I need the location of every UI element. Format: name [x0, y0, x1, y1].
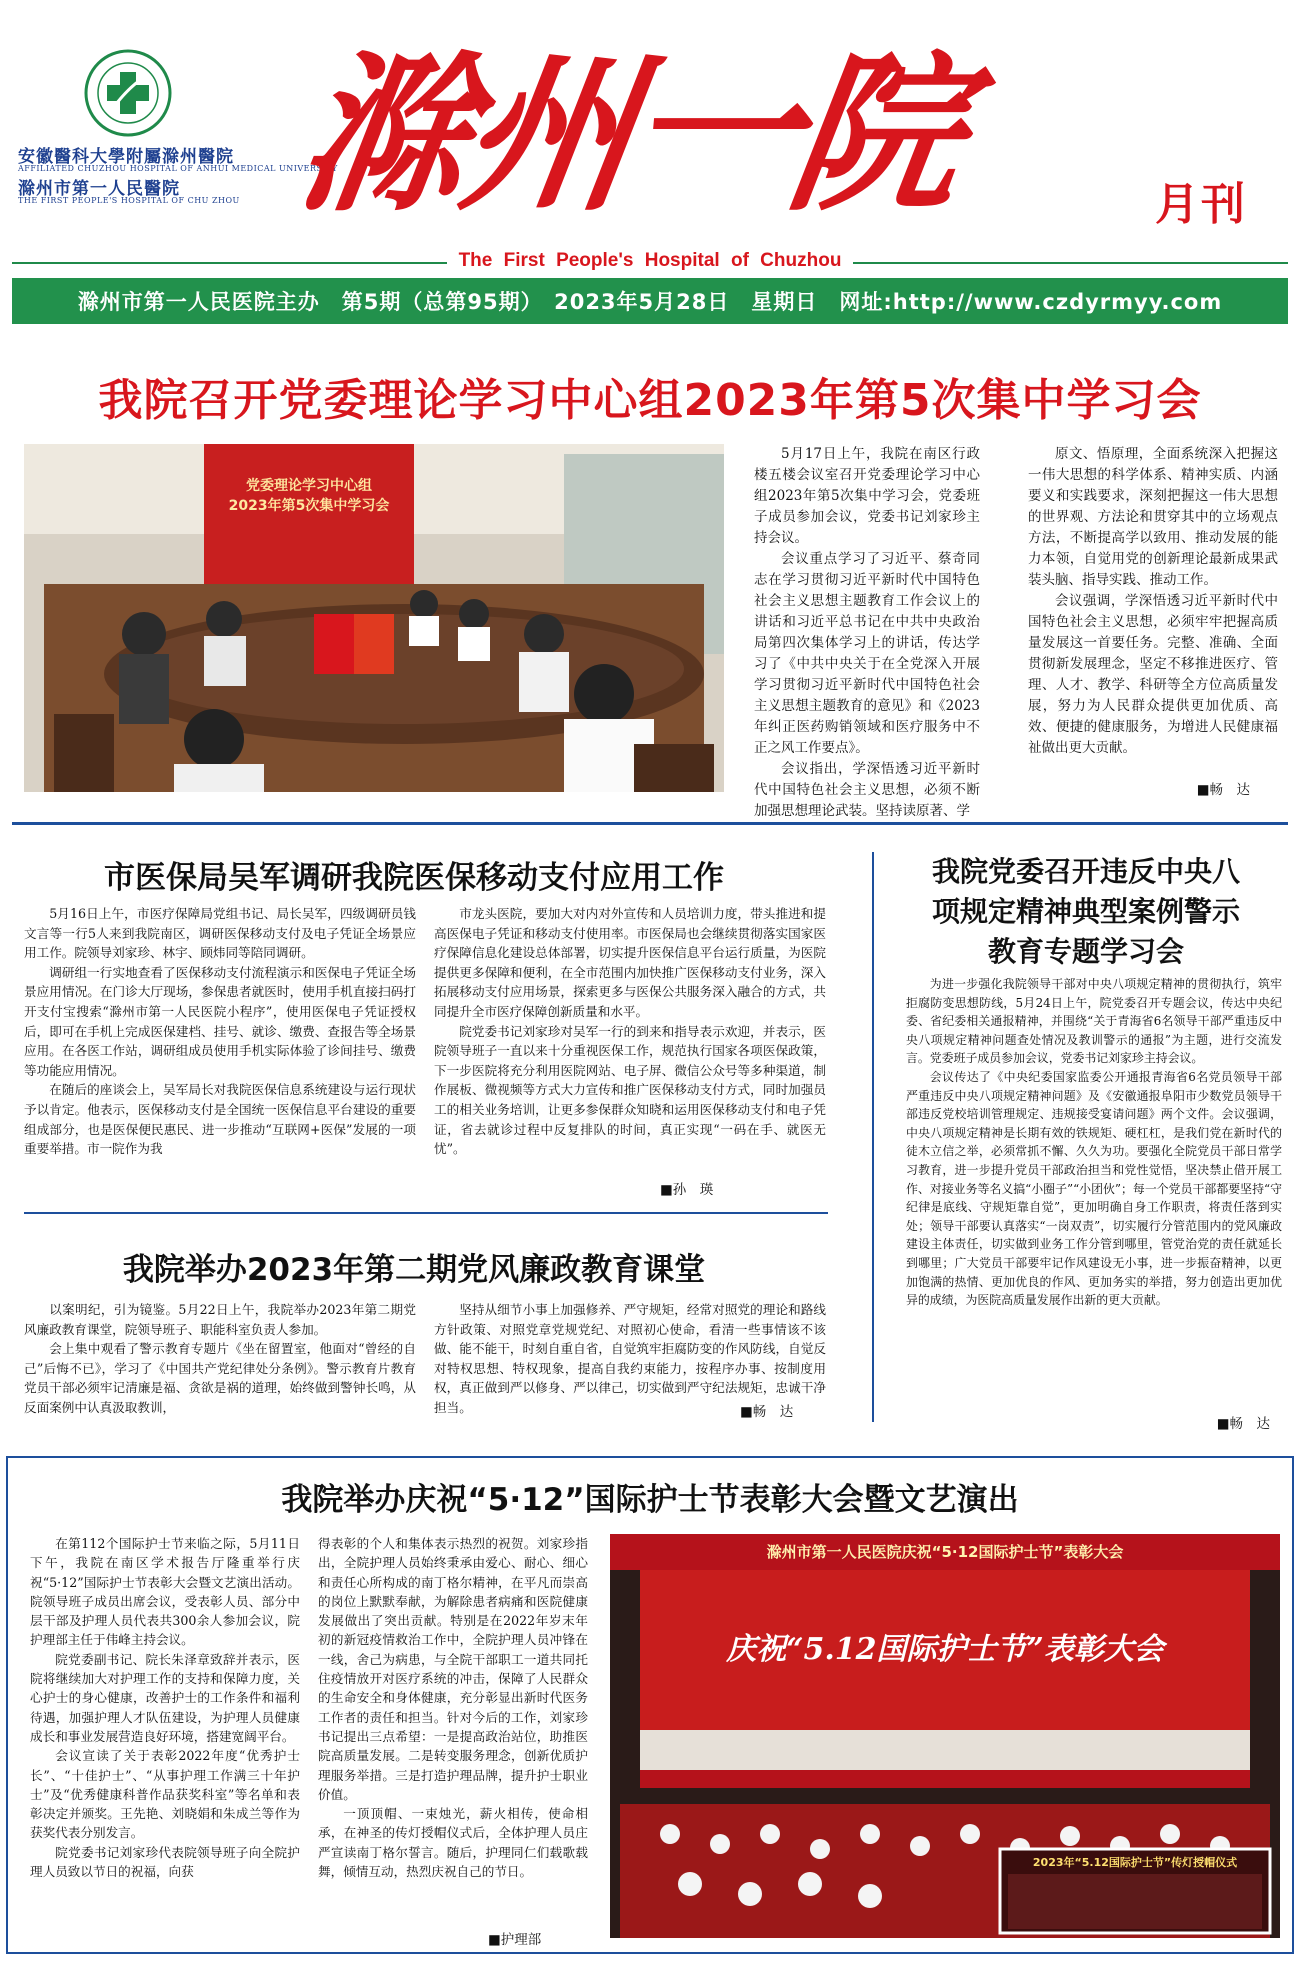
article3-signature: ■畅 达 [740, 1404, 794, 1420]
meeting-banner-text: 党委理论学习中心组 2023年第5次集中学习会 [228, 478, 390, 514]
article4-headline-line: 我院党委召开违反中央八 [931, 855, 1240, 888]
section-divider [12, 822, 1288, 825]
paragraph: 以案明纪，引为镜鉴。5月22日上午，我院举办2023年第二期党风廉政教育课堂，院领导班子、职能科室负责人参加。 [24, 1302, 416, 1337]
paragraph: 5月16日上午，市医疗保障局党组书记、局长吴军，四级调研员钱文言等一行5人来到我院南区，调研医保移动支付及电子凭证全场景应用工作。院领导刘家珍、林宇、顾炜同等陪同调研。 [24, 906, 416, 961]
hospital-name-en-1: AFFILIATED CHUZHOU HOSPITAL OF ANHUI MEDICAL UNIVERSITY [18, 164, 338, 173]
article4-headline-line: 教育专题学习会 [987, 935, 1184, 968]
article2-headline: 市医保局吴军调研我院医保移动支付应用工作 [104, 860, 724, 896]
paragraph: 在第112个国际护士节来临之际，5月11日下午，我院在南区学术报告厅隆重举行庆祝“5·12”国际护士节表彰大会暨文艺演出活动。院领导班子成员出席会议，受表彰人员、部分中层干部及护理人员代表共300余人参加会议，院护理部主任于伟峰主持会议。 [30, 1536, 300, 1648]
paragraph: 院党委书记刘家珍代表院领导班子向全院护理人员致以节日的祝福，向获 [30, 1844, 300, 1880]
paragraph: 原文、悟原理，全面系统深入把握这一伟大思想的科学体系、精神实质、内涵要义和实践要求，深刻把握这一伟大思想的世界观、方法论和贯穿其中的立场观点方法，不断提高学以致用、推动发展的能力本领，自觉用党的创新理论最新成果武装头脑、指导实践、推动工作。 [1028, 446, 1278, 588]
section-divider [24, 1212, 828, 1214]
masthead-title-text: 滁州一院 [285, 35, 971, 235]
paragraph: 会议重点学习了习近平、蔡奇同志在学习贯彻习近平新时代中国特色社会主义思想主题教育工作会议上的讲话和习近平总书记在中共中央政治局第四次集体学习上的讲话，传达学习了《中共中央关于在全党深入开展学习贯彻习近平新时代中国特色社会主义思想主题教育的意见》和《2023年纠正医药购销领域和医疗服务中不正之风工作要点》。 [754, 551, 980, 756]
hospital-logo-block [18, 48, 338, 205]
photo-stage-text: 庆祝“5.12国际护士节”表彰大会 [726, 1632, 1164, 1667]
article3-headline: 我院举办2023年第二期党风廉政教育课堂 [122, 1252, 706, 1288]
hospital-name-cn-2: 滁州市第一人民醫院 [18, 179, 180, 199]
paragraph: 得表彰的个人和集体表示热烈的祝贺。刘家珍指出，全院护理人员始终秉承由爱心、耐心、细心和责任心所构成的南丁格尔精神，在平凡而崇高的岗位上默默奉献，为解除患者病痛和医院健康发展做出了突出贡献。特别是在2022年岁末年初的新冠疫情救治工作中，全院护理人员冲锋在一线，舍己为病患，与全院干部职工一道共同托住疫情放开对医疗系统的冲击，保障了人民群众的生命安全和身体健康，充分彰显出新时代医务工作者的责任和担当。针对今后的工作，刘家珍书记提出三点希望：一是提高政治站位，助推医院高质量发展。二是转变服务理念，创新优质护理服务举措。三是打造护理品牌，提升护士职业价值。 [318, 1536, 588, 1802]
article5-signature: ■护理部 [488, 1932, 542, 1948]
paragraph: 为进一步强化我院领导干部对中央八项规定精神的贯彻执行，筑牢拒腐防变思想防线，5月24日上午，院党委召开专题会议，传达中央纪委、省纪委相关通报精神，并围绕“关于青海省6名领导干部严重违反中央八项规定精神问题查处情况及教训警示的通报”为主题，进行交流发言。党委班子成员参加会议，党委书记刘家珍主持会议。 [906, 977, 1282, 1066]
article4-body [906, 975, 1282, 1310]
masthead-subtitle: 月刊 [1155, 179, 1247, 230]
paragraph: 会议指出，学深悟透习近平新时代中国特色社会主义思想，必须不断加强思想理论武装。坚持读原著、学 [754, 761, 980, 819]
paragraph: 会议传达了《中央纪委国家监委公开通报青海省6名党员领导干部严重违反中央八项规定精神问题》及《安徽通报阜阳市少数党员领导干部违反党校培训管理规定、违规接受宴请问题》两个文件。会议强调，中央八项规定精神是长期有效的铁规矩、硬杠杠，是我们党在新时代的徒木立信之举，必须常抓不懈、久久为功。要强化全院党员干部日常学习教育，进一步提升党员干部政治担当和党性觉悟，坚决禁止借开展工作、对接业务等名义搞“小圈子”“小团伙”；每一个党员干部都要坚持“守纪律是底线、守规矩靠自觉”，更加明确自身工作职责，将责任落到实处；领导干部要认真落实“一岗双责”，切实履行分管范围内的党风廉政建设主体责任，切实做到业务工作分管到哪里，管党治党的责任就延长到哪里；广大党员干部要牢记作风建设无小事，进一步振奋精神，以更加饱满的热情、更加优良的作风、更加务实的举措，努力创造出更加优异的成绩，为医院高质量发展作出新的更大贡献。 [906, 1069, 1282, 1308]
paragraph: 会议宣读了关于表彰2022年度“优秀护士长”、“十佳护士”、“从事护理工作满三十年护士”及“优秀健康科普作品获奖科室”等名单和表彰决定并颁奖。王先艳、刘晓娟和朱成兰等作为获奖代表分别发言。 [30, 1748, 300, 1841]
paragraph: 院党委书记刘家珍对吴军一行的到来和指导表示欢迎，并表示，医院领导班子一直以来十分重视医保工作，规范执行国家各项医保政策，下一步医院将充分利用医院网站、电子屏、微信公众号等多种渠道，制作展板、微视频等方式大力宣传和推广医保移动支付方式，同时加强员工的相关业务培训，让更多参保群众知晓和运用医保移动支付和电子凭证，省去就诊过程中反复排队的时间，真正实现“一码在手、就医无忧”。 [434, 1023, 826, 1157]
nurses-day-photo-illustration [610, 1534, 1280, 1938]
article3-col1 [24, 1300, 416, 1418]
article2-col1 [24, 904, 416, 1159]
paragraph: 5月17日上午，我院在南区行政楼五楼会议室召开党委理论学习中心组2023年第5次集中学习会，党委班子成员参加会议，党委书记刘家珍主持会议。 [754, 446, 980, 546]
masthead-english-name: The First People's Hospital of Chuzhou [0, 250, 1300, 272]
masthead-title [285, 30, 1180, 250]
issue-info-text: 滁州市第一人民医院主办 第5期（总第95期） 2023年5月28日 星期日 网址:http://www.czdyrmyy.com [77, 290, 1223, 314]
article4-signature: ■畅 达 [1216, 1416, 1270, 1432]
article1-col1 [754, 444, 980, 822]
column-divider [872, 852, 874, 1422]
photo-top-banner-text: 滁州市第一人民医院庆祝“5·12国际护士节”表彰大会 [766, 1543, 1124, 1561]
paragraph: 会上集中观看了警示教育专题片《坐在留置室，他面对“曾经的自己”后悔不已》，学习了《中国共产党纪律处分条例》。警示教育片教育党员干部必须牢记清廉是福、贪欲是祸的道理，始终做到警钟长鸣，从反面案例中认真汲取教训， [24, 1341, 416, 1415]
hospital-name-cn-1: 安徽醫科大學附屬滁州醫院 [18, 147, 234, 167]
paragraph: 会议强调，学深悟透习近平新时代中国特色社会主义思想，必须牢牢把握高质量发展这一首要任务。完整、准确、全面贯彻新发展理念，坚定不移推进医疗、管理、人才、教学、科研等全方位高质量发展，努力为人民群众提供更加优质、高效、便捷的健康服务，为增进人民健康福祉做出更大贡献。 [1028, 593, 1278, 756]
article4-headline [886, 852, 1286, 972]
meeting-photo [24, 444, 724, 792]
hospital-name-en-2: THE FIRST PEOPLE'S HOSPITAL OF CHU ZHOU [18, 196, 240, 205]
article1-signature: ■畅 达 [1196, 782, 1250, 798]
paragraph: 在随后的座谈会上，吴军局长对我院医保信息系统建设与运行现状予以肯定。他表示，医保移动支付是全国统一医保信息平台建设的重要组成部分，也是医保便民惠民、进一步推动“互联网+医保”发展的一项重要举措。市一院作为我 [24, 1082, 416, 1157]
article2-signature: ■孙 瑛 [660, 1182, 714, 1198]
article5-col1 [30, 1534, 300, 1881]
article5-headline: 我院举办庆祝“5·12”国际护士节表彰大会暨文艺演出 [281, 1482, 1019, 1518]
article2-col2 [434, 904, 826, 1159]
paragraph: 一顶顶帽、一束烛光，薪火相传，使命相承，在神圣的传灯授帽仪式后，全体护理人员庄严宣读南丁格尔誓言。随后，护理同仁们载歌载舞，倾情互动，热烈庆祝自己的节日。 [318, 1806, 588, 1880]
article1-col2 [1028, 444, 1278, 759]
lead-headline: 我院召开党委理论学习中心组2023年第5次集中学习会 [98, 375, 1202, 426]
paragraph: 院党委副书记、院长朱泽章致辞并表示，医院将继续加大对护理工作的支持和保障力度，关心护士的身心健康，改善护士的工作条件和福利待遇，加强护理人才队伍建设，为护理人员健康成长和事业发展营造良好环境，搭建宽阔平台。 [30, 1651, 300, 1744]
article4-headline-line: 项规定精神典型案例警示 [931, 895, 1240, 928]
hospital-emblem-icon [83, 48, 173, 138]
inset-photo-caption: 2023年“5.12国际护士节”传灯授帽仪式 [1032, 1856, 1238, 1869]
issue-info-band [12, 278, 1288, 324]
paragraph: 市龙头医院，要加大对内对外宣传和人员培训力度，带头推进和提高医保电子凭证和移动支付使用率。市医保局也会继续贯彻落实国家医疗保障信息化建设总体部署，切实提升医保信息平台运行质量，为医院提供更多保障和便利，在全市范围内加快推广医保移动支付业务，深入拓展移动支付应用场景，探索更多与医保公共服务深入融合的方式，共同提升全市医疗保障创新质量和水平。 [434, 906, 826, 1019]
article5-col2 [318, 1534, 588, 1881]
nurses-day-photo [610, 1534, 1280, 1938]
paragraph: 坚持从细节小事上加强修养、严守规矩，经常对照党的理论和路线方针政策、对照党章党规党纪、对照初心使命，看清一些事情该不该做、能不能干，时刻自重自省，自觉筑牢拒腐防变的作风防线，自觉反对特权思想、特权现象，提高自我约束能力，按程序办事、按制度用权，真正做到严以修身、严以律己，切实做到严守纪法规矩，忠诚干净担当。 [434, 1302, 826, 1415]
paragraph: 调研组一行实地查看了医保移动支付流程演示和医保电子凭证全场景应用情况。在门诊大厅现场，参保患者就医时，使用手机直接扫码打开支付宝搜索“滁州市第一人民医院小程序”，使用医保电子凭证授权后，即可在手机上完成医保建档、挂号、就诊、缴费、查报告等全场景应用。在各医工作站，调研组成员使用手机实际体验了诊间挂号、缴费等功能应用情况。 [24, 964, 416, 1078]
